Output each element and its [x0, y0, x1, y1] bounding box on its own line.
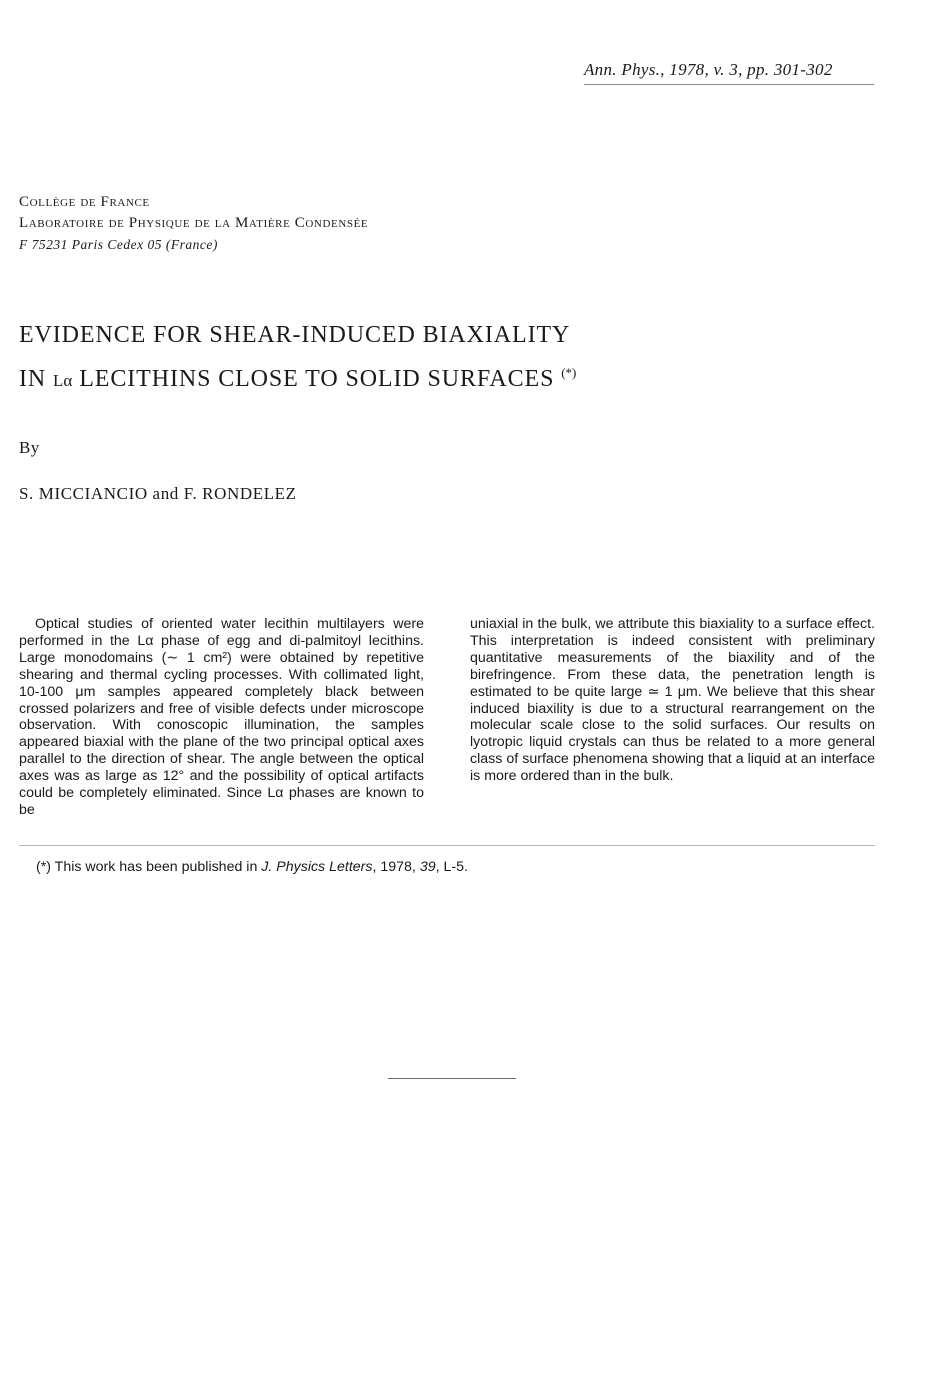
affiliation-institution: Collège de France	[19, 194, 150, 210]
paper-title	[19, 316, 576, 400]
abstract-text-right: uniaxial in the bulk, we attribute this biaxiality to a surface effect. This interpretation is indeed consistent with preliminary quantitative measurements of the biaxility and of the birefringence. From these data, the penetration length is estimated to be quite large ≃ 1 μm. We believe that this shear induced biaxility is due to a structural rearrangement on the molecular scale close to the solid surfaces. Our results on lyotropic liquid crystals can thus be related to a more general class of surface phenomena showing that a liquid at an interface is more ordered than in the bulk.	[470, 616, 875, 785]
end-rule	[388, 1078, 516, 1079]
affiliation-address: F 75231 Paris Cedex 05 (France)	[19, 237, 218, 252]
authors: S. MICCIANCIO and F. RONDELEZ	[19, 484, 297, 503]
title-footnote-mark: (*)	[561, 365, 577, 380]
title-line-2-rest: LECITHINS CLOSE TO SOLID SURFACES	[72, 366, 562, 392]
title-line-1: EVIDENCE FOR SHEAR-INDUCED BIAXIALITY	[19, 322, 571, 348]
abstract-column-left	[19, 616, 424, 819]
affiliation-laboratory: Laboratoire de Physique de la Matière Condensée	[19, 215, 369, 231]
title-symbol: Lα	[53, 371, 73, 390]
abstract-text-left: Optical studies of oriented water lecithin multilayers were performed in the Lα phase of egg and di-palmitoyl lecithins. Large monodomains (∼ 1 cm²) were obtained by repetitive shearing and thermal cycling processes. With collimated light, 10-100 μm samples appeared completely black between crossed polarizers and free of visible defects under microscope observation. With conoscopic illumination, the samples appeared biaxial with the plane of the two principal optical axes parallel to the direction of shear. The angle between the optical axes was as large as 12° and the possibility of optical artifacts could be completely eliminated. Since Lα phases are known to be	[19, 616, 424, 818]
footnote-middle: , 1978,	[372, 859, 420, 875]
journal-year-volume: 1978, v. 3,	[664, 60, 743, 79]
footnote-rule	[19, 845, 875, 846]
journal-abbrev: Ann. Phys.,	[584, 60, 665, 79]
journal-reference	[584, 60, 874, 85]
header-rule	[584, 84, 874, 85]
affiliation	[19, 192, 368, 255]
footnote-suffix: , L-5.	[435, 859, 468, 875]
abstract	[19, 616, 875, 819]
footnote-journal: J. Physics Letters	[261, 859, 373, 875]
title-line-2-prefix: IN	[19, 366, 54, 392]
byline-by: By	[19, 438, 40, 457]
abstract-column-right	[470, 616, 875, 819]
journal-pages: pp. 301-302	[742, 60, 833, 79]
footnote-volume: 39	[419, 859, 436, 875]
footnote-prefix: (*) This work has been published in	[36, 859, 262, 875]
footnote	[36, 859, 468, 875]
